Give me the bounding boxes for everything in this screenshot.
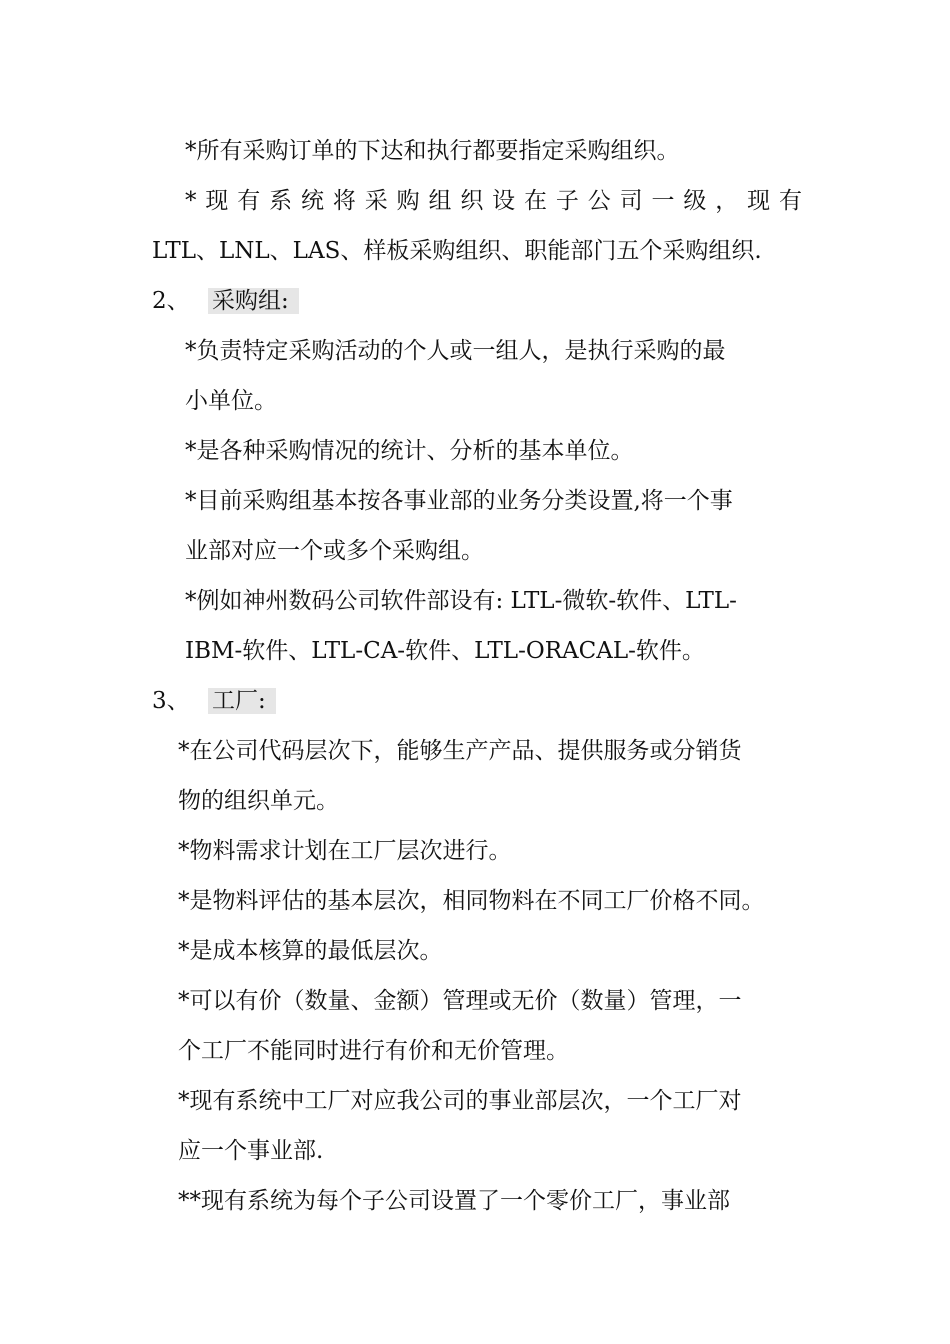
bullet-valued-management: *可以有价（数量、金额）管理或无价（数量）管理，一: [178, 988, 742, 1014]
bullet-statistics-unit: *是各种采购情况的统计、分析的基本单位。: [185, 438, 634, 464]
section-heading-plant: [152, 690, 276, 713]
bullet-plant-definition-cont: 物的组织单元。: [178, 788, 339, 814]
section-title: 工厂:: [208, 688, 276, 714]
bullet-group-by-division: *目前采购组基本按各事业部的业务分类设置,将一个事: [185, 488, 733, 514]
bullet-group-definition: *负责特定采购活动的个人或一组人，是执行采购的最: [185, 338, 726, 364]
bullet-plant-maps-division-cont: 应一个事业部.: [178, 1138, 324, 1164]
section-heading-purchasing-group: [152, 290, 299, 313]
bullet-all-orders-need-org: *所有采购订单的下达和执行都要指定采购组织。: [185, 138, 680, 164]
bullet-group-by-division-cont: 业部对应一个或多个采购组。: [185, 538, 484, 564]
section-number: 2、: [152, 288, 190, 314]
bullet-zero-price-plant: **现有系统为每个子公司设置了一个零价工厂，事业部: [178, 1188, 730, 1214]
bullet-plant-definition: *在公司代码层次下，能够生产产品、提供服务或分销货: [178, 738, 742, 764]
section-title: 采购组:: [208, 288, 299, 314]
section-number: 3、: [152, 688, 190, 714]
bullet-example-groups-cont: IBM-软件、LTL-CA-软件、LTL-ORACAL-软件。: [185, 638, 705, 664]
bullet-costing-level: *是成本核算的最低层次。: [178, 938, 443, 964]
bullet-five-orgs-continued: LTL、LNL、LAS、样板采购组织、职能部门五个采购组织.: [152, 238, 762, 264]
bullet-valuation-level: *是物料评估的基本层次，相同物料在不同工厂价格不同。: [178, 888, 765, 914]
bullet-plant-maps-division: *现有系统中工厂对应我公司的事业部层次，一个工厂对: [178, 1088, 742, 1114]
bullet-mrp-at-plant: *物料需求计划在工厂层次进行。: [178, 838, 512, 864]
bullet-org-at-subsidiary-level: *现有系统将采购组织设在子公司一级，现有: [185, 188, 802, 214]
bullet-valued-management-cont: 个工厂不能同时进行有价和无价管理。: [178, 1038, 569, 1064]
bullet-group-definition-cont: 小单位。: [185, 388, 277, 414]
bullet-example-groups: *例如神州数码公司软件部设有: LTL-微软-软件、LTL-: [185, 588, 737, 614]
